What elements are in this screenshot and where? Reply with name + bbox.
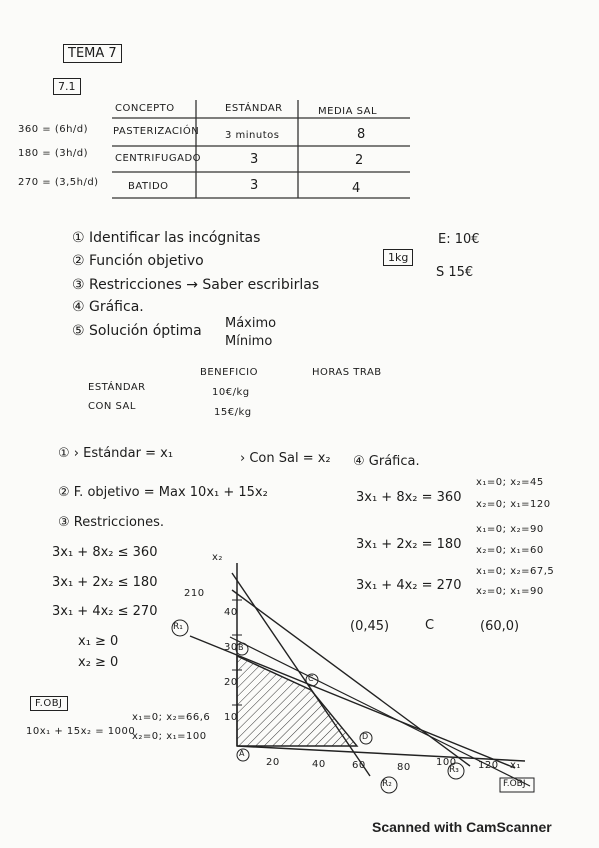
equation-r3: 3x₁ + 4x₂ = 270 [356, 578, 462, 593]
optimum-max: Máximo [225, 316, 277, 331]
restrictions-title: ③ Restricciones. [58, 515, 165, 530]
x-tick-label: 120 [478, 760, 499, 771]
restriction-3: 3x₁ + 4x₂ ≤ 270 [52, 604, 158, 619]
x-tick-label: 100 [436, 757, 457, 768]
optimum-min: Mínimo [225, 334, 273, 349]
fobj-box: F.OBJ [30, 696, 68, 711]
non-negativity-2: x₂ ≥ 0 [78, 655, 119, 670]
x-tick-label: 60 [352, 760, 366, 771]
benefit-row-label: CON SAL [88, 401, 136, 412]
line-label-r1: R₁ [173, 622, 183, 632]
y-tick-label: 10 [224, 712, 238, 723]
solution-point: x₁=0; x₂=45 [476, 477, 544, 488]
restriction-2: 3x₁ + 2x₂ ≤ 180 [52, 575, 158, 590]
table-cell: PASTERIZACIÓN [113, 126, 200, 137]
solution-point: x₂=0; x₁=120 [476, 499, 551, 510]
table-cell: BATIDO [128, 181, 169, 192]
fobj-solution: x₂=0; x₁=100 [132, 731, 207, 742]
line-label-r2: R₂ [382, 779, 392, 789]
kg-note-e: E: 10€ [438, 232, 480, 247]
table-header-concepto: CONCEPTO [115, 103, 175, 114]
hours-header: HORAS TRAB [312, 367, 382, 378]
fobj-solution: x₁=0; x₂=66,6 [132, 712, 211, 723]
benefit-row-label: ESTÁNDAR [88, 382, 146, 393]
x-axis-label: x₁ [510, 760, 521, 771]
variable-x1: ① › Estándar = x₁ [58, 446, 174, 461]
section-number: 7.1 [53, 78, 81, 95]
table-cell: CENTRIFUGADO [115, 153, 202, 164]
table-row-left-label: 180 = (3h/d) [18, 148, 89, 159]
step-1: ① Identificar las incógnitas [72, 230, 261, 246]
table-header-estandar: ESTÁNDAR [225, 103, 283, 114]
y-tick-label: 30 [224, 642, 238, 653]
vertex-a-label: A [239, 749, 245, 758]
vertex-d-label: D [362, 732, 369, 741]
x-axis [237, 746, 525, 761]
kg-note-s: S 15€ [436, 265, 474, 280]
graph-label-210: 210 [184, 588, 205, 599]
table-cell: 8 [357, 127, 366, 142]
restriction-1: 3x₁ + 8x₂ ≤ 360 [52, 545, 158, 560]
solution-point: x₁=0; x₂=67,5 [476, 566, 555, 577]
step-4: ④ Gráfica. [72, 299, 144, 315]
x-tick-label: 40 [312, 759, 326, 770]
point-c: C [425, 618, 435, 633]
kg-box: 1kg [383, 249, 413, 266]
vertex-c-label: C [308, 674, 314, 683]
step-2: ② Función objetivo [72, 253, 204, 269]
fobj-equation: 10x₁ + 15x₂ = 1000 [26, 726, 136, 737]
scanner-watermark: Scanned with CamScanner [372, 819, 552, 835]
x-tick-label: 80 [397, 762, 411, 773]
table-cell: 4 [352, 181, 361, 196]
benefit-row-value: 10€/kg [212, 387, 250, 398]
point-d: (60,0) [480, 619, 520, 634]
variable-x2: › Con Sal = x₂ [240, 451, 331, 466]
benefit-header: BENEFICIO [200, 367, 258, 378]
table-row-left-label: 270 = (3,5h/d) [18, 177, 99, 188]
vertex-b-label: B [238, 643, 244, 652]
table-header-media-sal: MEDIA SAL [318, 106, 378, 117]
benefit-row-value: 15€/kg [214, 407, 252, 418]
fobj-line-label: F.OBJ [503, 779, 526, 789]
equation-r2: 3x₁ + 2x₂ = 180 [356, 537, 462, 552]
table-cell: 2 [355, 153, 364, 168]
table-cell: 3 [250, 178, 259, 193]
table-cell: 3 [250, 152, 259, 167]
solution-point: x₁=0; x₂=90 [476, 524, 544, 535]
x-tick-label: 20 [266, 757, 280, 768]
equation-r1: 3x₁ + 8x₂ = 360 [356, 490, 462, 505]
solution-point: x₂=0; x₁=90 [476, 586, 544, 597]
line-label-r3: R₃ [449, 765, 459, 775]
objective-function: ② F. objetivo = Max 10x₁ + 15x₂ [58, 485, 268, 500]
step-3: ③ Restricciones → Saber escribirlas [72, 277, 320, 293]
solution-point: x₂=0; x₁=60 [476, 545, 544, 556]
page-title: TEMA 7 [63, 44, 122, 63]
table-row-left-label: 360 = (6h/d) [18, 124, 89, 135]
y-tick-label: 40 [224, 607, 238, 618]
table-cell: 3 minutos [225, 130, 280, 141]
y-axis-label: x₂ [212, 552, 223, 563]
step-5: ⑤ Solución óptima [72, 323, 202, 339]
y-tick-label: 20 [224, 677, 238, 688]
step-grafica: ④ Gráfica. [353, 454, 420, 469]
non-negativity-1: x₁ ≥ 0 [78, 634, 119, 649]
point-b: (0,45) [350, 619, 390, 634]
